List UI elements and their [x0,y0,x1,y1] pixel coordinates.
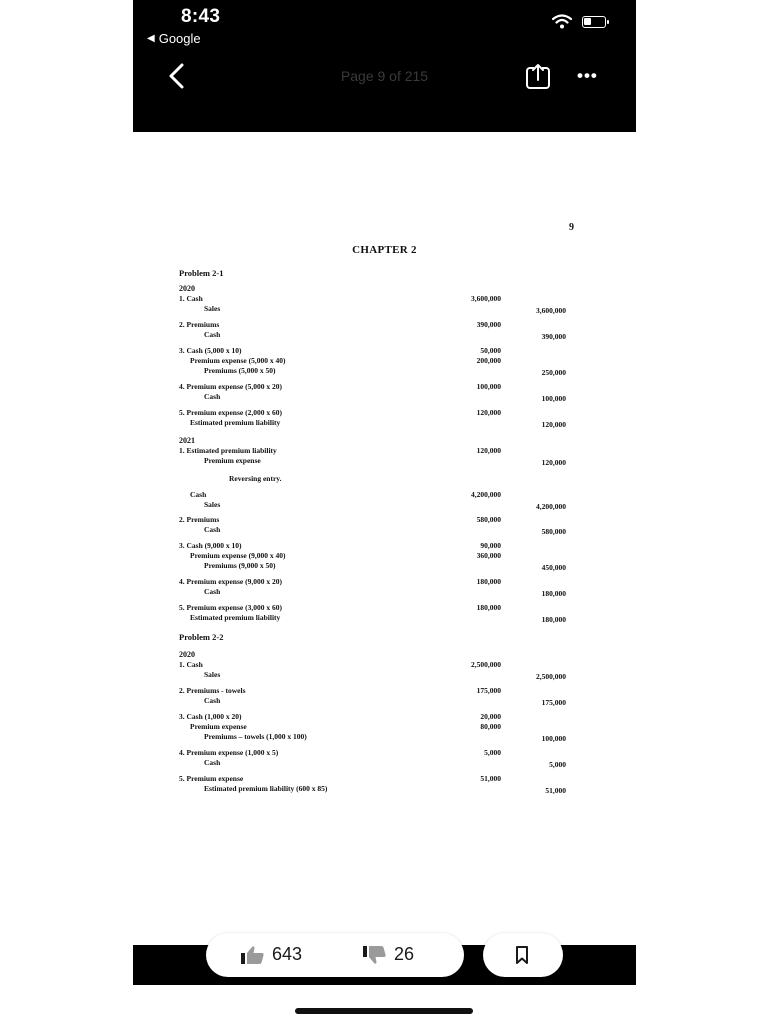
credit-amount: 2,500,000 [536,672,566,681]
entry-account: Sales [204,670,221,679]
battery-icon [582,16,606,28]
entry-account: Sales [204,304,221,313]
dislike-count: 26 [394,944,415,964]
entry-account: Premium expense [190,722,247,731]
share-icon[interactable] [523,62,553,90]
credit-amount: 120,000 [541,458,566,467]
credit-amount: 100,000 [541,394,566,403]
entry-account: Cash [190,490,207,499]
thumbs-up-icon [240,945,266,965]
debit-amount: 90,000 [480,541,501,550]
debit-amount: 2,500,000 [471,660,501,669]
entry-account: Premiums – towels (1,000 x 100) [204,732,307,741]
top-bar [133,0,636,132]
entry-account: Cash [204,696,221,705]
entry-account: 1. Cash [179,294,203,303]
entry-account: Cash [204,525,221,534]
entry-account: Cash [204,330,221,339]
entry-account: Cash [204,392,221,401]
entry-account: 4. Premium expense (5,000 x 20) [179,382,282,391]
credit-amount: 175,000 [541,698,566,707]
credit-amount: 450,000 [541,563,566,572]
debit-amount: 5,000 [484,748,501,757]
debit-amount: 50,000 [480,346,501,355]
like-count: 643 [272,944,303,964]
entry-account: Premiums (9,000 x 50) [204,561,276,570]
credit-amount: 4,200,000 [536,502,566,511]
entry-account: 1. Estimated premium liability [179,446,277,455]
debit-amount: 80,000 [480,722,501,731]
debit-amount: 580,000 [476,515,501,524]
entry-account: 1. Cash [179,660,203,669]
entry-account: Premiums (5,000 x 50) [204,366,276,375]
debit-amount: 200,000 [476,356,501,365]
entry-account: Premium expense (5,000 x 40) [190,356,286,365]
debit-amount: 120,000 [476,446,501,455]
debit-amount: 390,000 [476,320,501,329]
page-indicator: Page 9 of 215 [340,68,429,84]
entry-account: Cash [204,587,221,596]
year-label: 2020 [179,284,195,293]
chapter-title: CHAPTER 2 [352,244,417,256]
debit-amount: 3,600,000 [471,294,501,303]
credit-amount: 51,000 [545,786,566,795]
debit-amount: 360,000 [476,551,501,560]
back-triangle-icon: ◀ [147,33,155,44]
entry-account: 3. Cash (5,000 x 10) [179,346,242,355]
debit-amount: 4,200,000 [471,490,501,499]
year-label: 2020 [179,650,195,659]
entry-account: 5. Premium expense (2,000 x 60) [179,408,282,417]
entry-account: Estimated premium liability [190,613,281,622]
entry-account: Premium expense (9,000 x 40) [190,551,286,560]
entry-account: 2. Premiums - towels [179,686,246,695]
debit-amount: 120,000 [476,408,501,417]
credit-amount: 180,000 [541,589,566,598]
problem-heading: Problem 2-1 [179,268,224,278]
credit-amount: 250,000 [541,368,566,377]
entry-account: 4. Premium expense (9,000 x 20) [179,577,282,586]
dislike-button[interactable] [362,944,414,965]
credit-amount: 180,000 [541,615,566,624]
status-icons [552,14,606,29]
debit-amount: 175,000 [476,686,501,695]
app-frame [133,0,636,985]
entry-account: 4. Premium expense (1,000 x 5) [179,748,279,757]
debit-amount: 180,000 [476,603,501,612]
bookmark-icon [515,946,529,964]
debit-amount: 100,000 [476,382,501,391]
entry-account: Premium expense [204,456,261,465]
credit-amount: 120,000 [541,420,566,429]
debit-amount: 51,000 [480,774,501,783]
entry-account: 3. Cash (9,000 x 10) [179,541,242,550]
credit-amount: 390,000 [541,332,566,341]
entry-account: Estimated premium liability (600 x 85) [204,784,328,793]
bookmark-button[interactable] [483,933,563,977]
rating-pill [206,933,464,977]
back-app-label: Google [158,31,201,46]
entry-account: 5. Premium expense [179,774,244,783]
debit-amount: 20,000 [480,712,501,721]
entry-account: 2. Premiums [179,320,220,329]
back-to-app-link[interactable] [147,31,201,46]
entry-account: Estimated premium liability [190,418,281,427]
wifi-icon [552,14,572,29]
page-number: 9 [569,222,574,233]
more-options-icon[interactable]: ••• [577,66,598,85]
credit-amount: 3,600,000 [536,306,566,315]
debit-amount: 180,000 [476,577,501,586]
document-page [133,132,636,945]
home-indicator [295,1008,473,1014]
credit-amount: 5,000 [549,760,566,769]
entry-account: 2. Premiums [179,515,220,524]
credit-amount: 100,000 [541,734,566,743]
like-button[interactable] [240,944,302,965]
credit-amount: 580,000 [541,527,566,536]
problem-heading: Problem 2-2 [179,632,224,642]
thumbs-down-icon [362,945,388,965]
entry-account: 5. Premium expense (3,000 x 60) [179,603,282,612]
entry-account: Sales [204,500,221,509]
status-time: 8:43 [181,6,221,27]
entry-account: Reversing entry. [229,474,282,483]
entry-account: 3. Cash (1,000 x 20) [179,712,242,721]
entry-account: Cash [204,758,221,767]
year-label: 2021 [179,436,195,445]
